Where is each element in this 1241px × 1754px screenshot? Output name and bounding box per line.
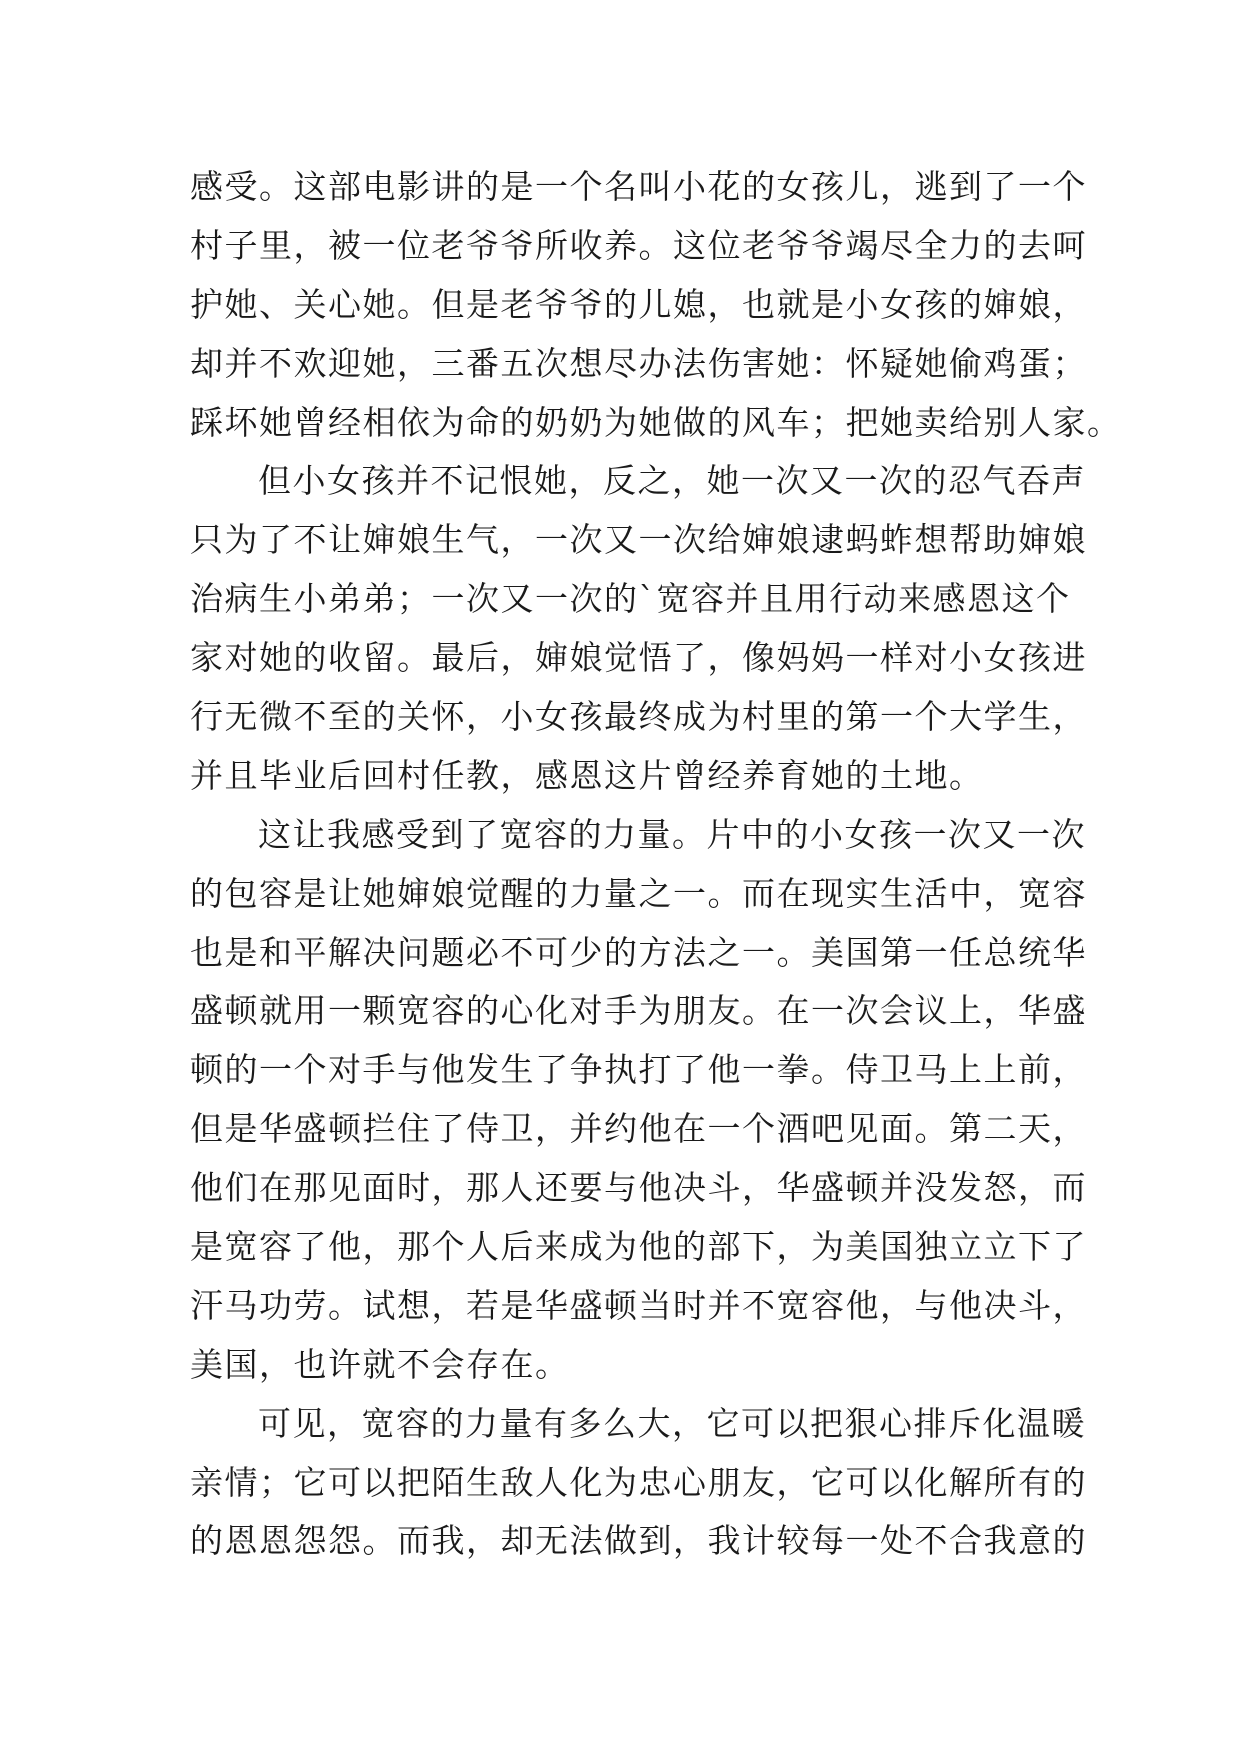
paragraph-1-line-5: 踩坏她曾经相依为命的奶奶为她做的风车；把她卖给别人家。 [190,402,1122,442]
paragraph-4-line-1: 可见，宽容的力量有多么大，它可以把狠心排斥化温暖 [258,1403,1086,1443]
paragraph-3-line-9: 汗马功劳。试想，若是华盛顿当时并不宽容他，与他决斗， [190,1285,1087,1325]
document-body [190,158,1122,1571]
paragraph-2-line-5: 行无微不至的关怀，小女孩最终成为村里的第一个大学生， [190,697,1087,737]
paragraph-4-line-2: 亲情；它可以把陌生敌人化为忠心朋友，它可以化解所有的 [190,1462,1087,1502]
paragraph-2-line-6: 并且毕业后回村任教，感恩这片曾经养育她的土地。 [190,755,984,795]
paragraph-3-line-2: 的包容是让她婶娘觉醒的力量之一。而在现实生活中，宽容 [190,873,1087,913]
paragraph-2-line-3: 治病生小弟弟；一次又一次的`宽容并且用行动来感恩这个 [190,579,1071,619]
paragraph-3-line-5: 顿的一个对手与他发生了争执打了他一拳。侍卫马上上前， [190,1050,1087,1090]
paragraph-3-line-6: 但是华盛顿拦住了侍卫，并约他在一个酒吧见面。第二天， [190,1109,1087,1149]
paragraph-3-line-7: 他们在那见面时，那人还要与他决斗，华盛顿并没发怒，而 [190,1168,1087,1208]
paragraph-1-line-1: 感受。这部电影讲的是一个名叫小花的女孩儿，逃到了一个 [190,167,1087,206]
paragraph-1-line-4: 却并不欢迎她，三番五次想尽办法伤害她：怀疑她偷鸡蛋； [190,343,1087,383]
paragraph-3-line-1: 这让我感受到了宽容的力量。片中的小女孩一次又一次 [258,814,1086,854]
paragraph-3-line-8: 是宽容了他，那个人后来成为他的部下，为美国独立立下了 [190,1227,1087,1267]
paragraph-1-line-3: 护她、关心她。但是老爷爷的儿媳，也就是小女孩的婶娘， [190,284,1087,324]
paragraph-3-line-4: 盛顿就用一颗宽容的心化对手为朋友。在一次会议上，华盛 [190,991,1087,1031]
paragraph-1-line-2: 村子里，被一位老爷爷所收养。这位老爷爷竭尽全力的去呵 [190,225,1087,265]
paragraph-4-line-3: 的恩恩怨怨。而我，却无法做到，我计较每一处不合我意的 [190,1521,1087,1561]
paragraph-3-line-10: 美国，也许就不会存在。 [190,1344,570,1384]
paragraph-2-line-1: 但小女孩并不记恨她，反之，她一次又一次的忍气吞声 [258,461,1086,501]
paragraph-2-line-2: 只为了不让婶娘生气，一次又一次给婶娘逮蚂蚱想帮助婶娘 [190,520,1087,560]
paragraph-2-line-4: 家对她的收留。最后，婶娘觉悟了，像妈妈一样对小女孩进 [190,638,1087,678]
paragraph-3-line-3: 也是和平解决问题必不可少的方法之一。美国第一任总统华 [190,932,1087,972]
